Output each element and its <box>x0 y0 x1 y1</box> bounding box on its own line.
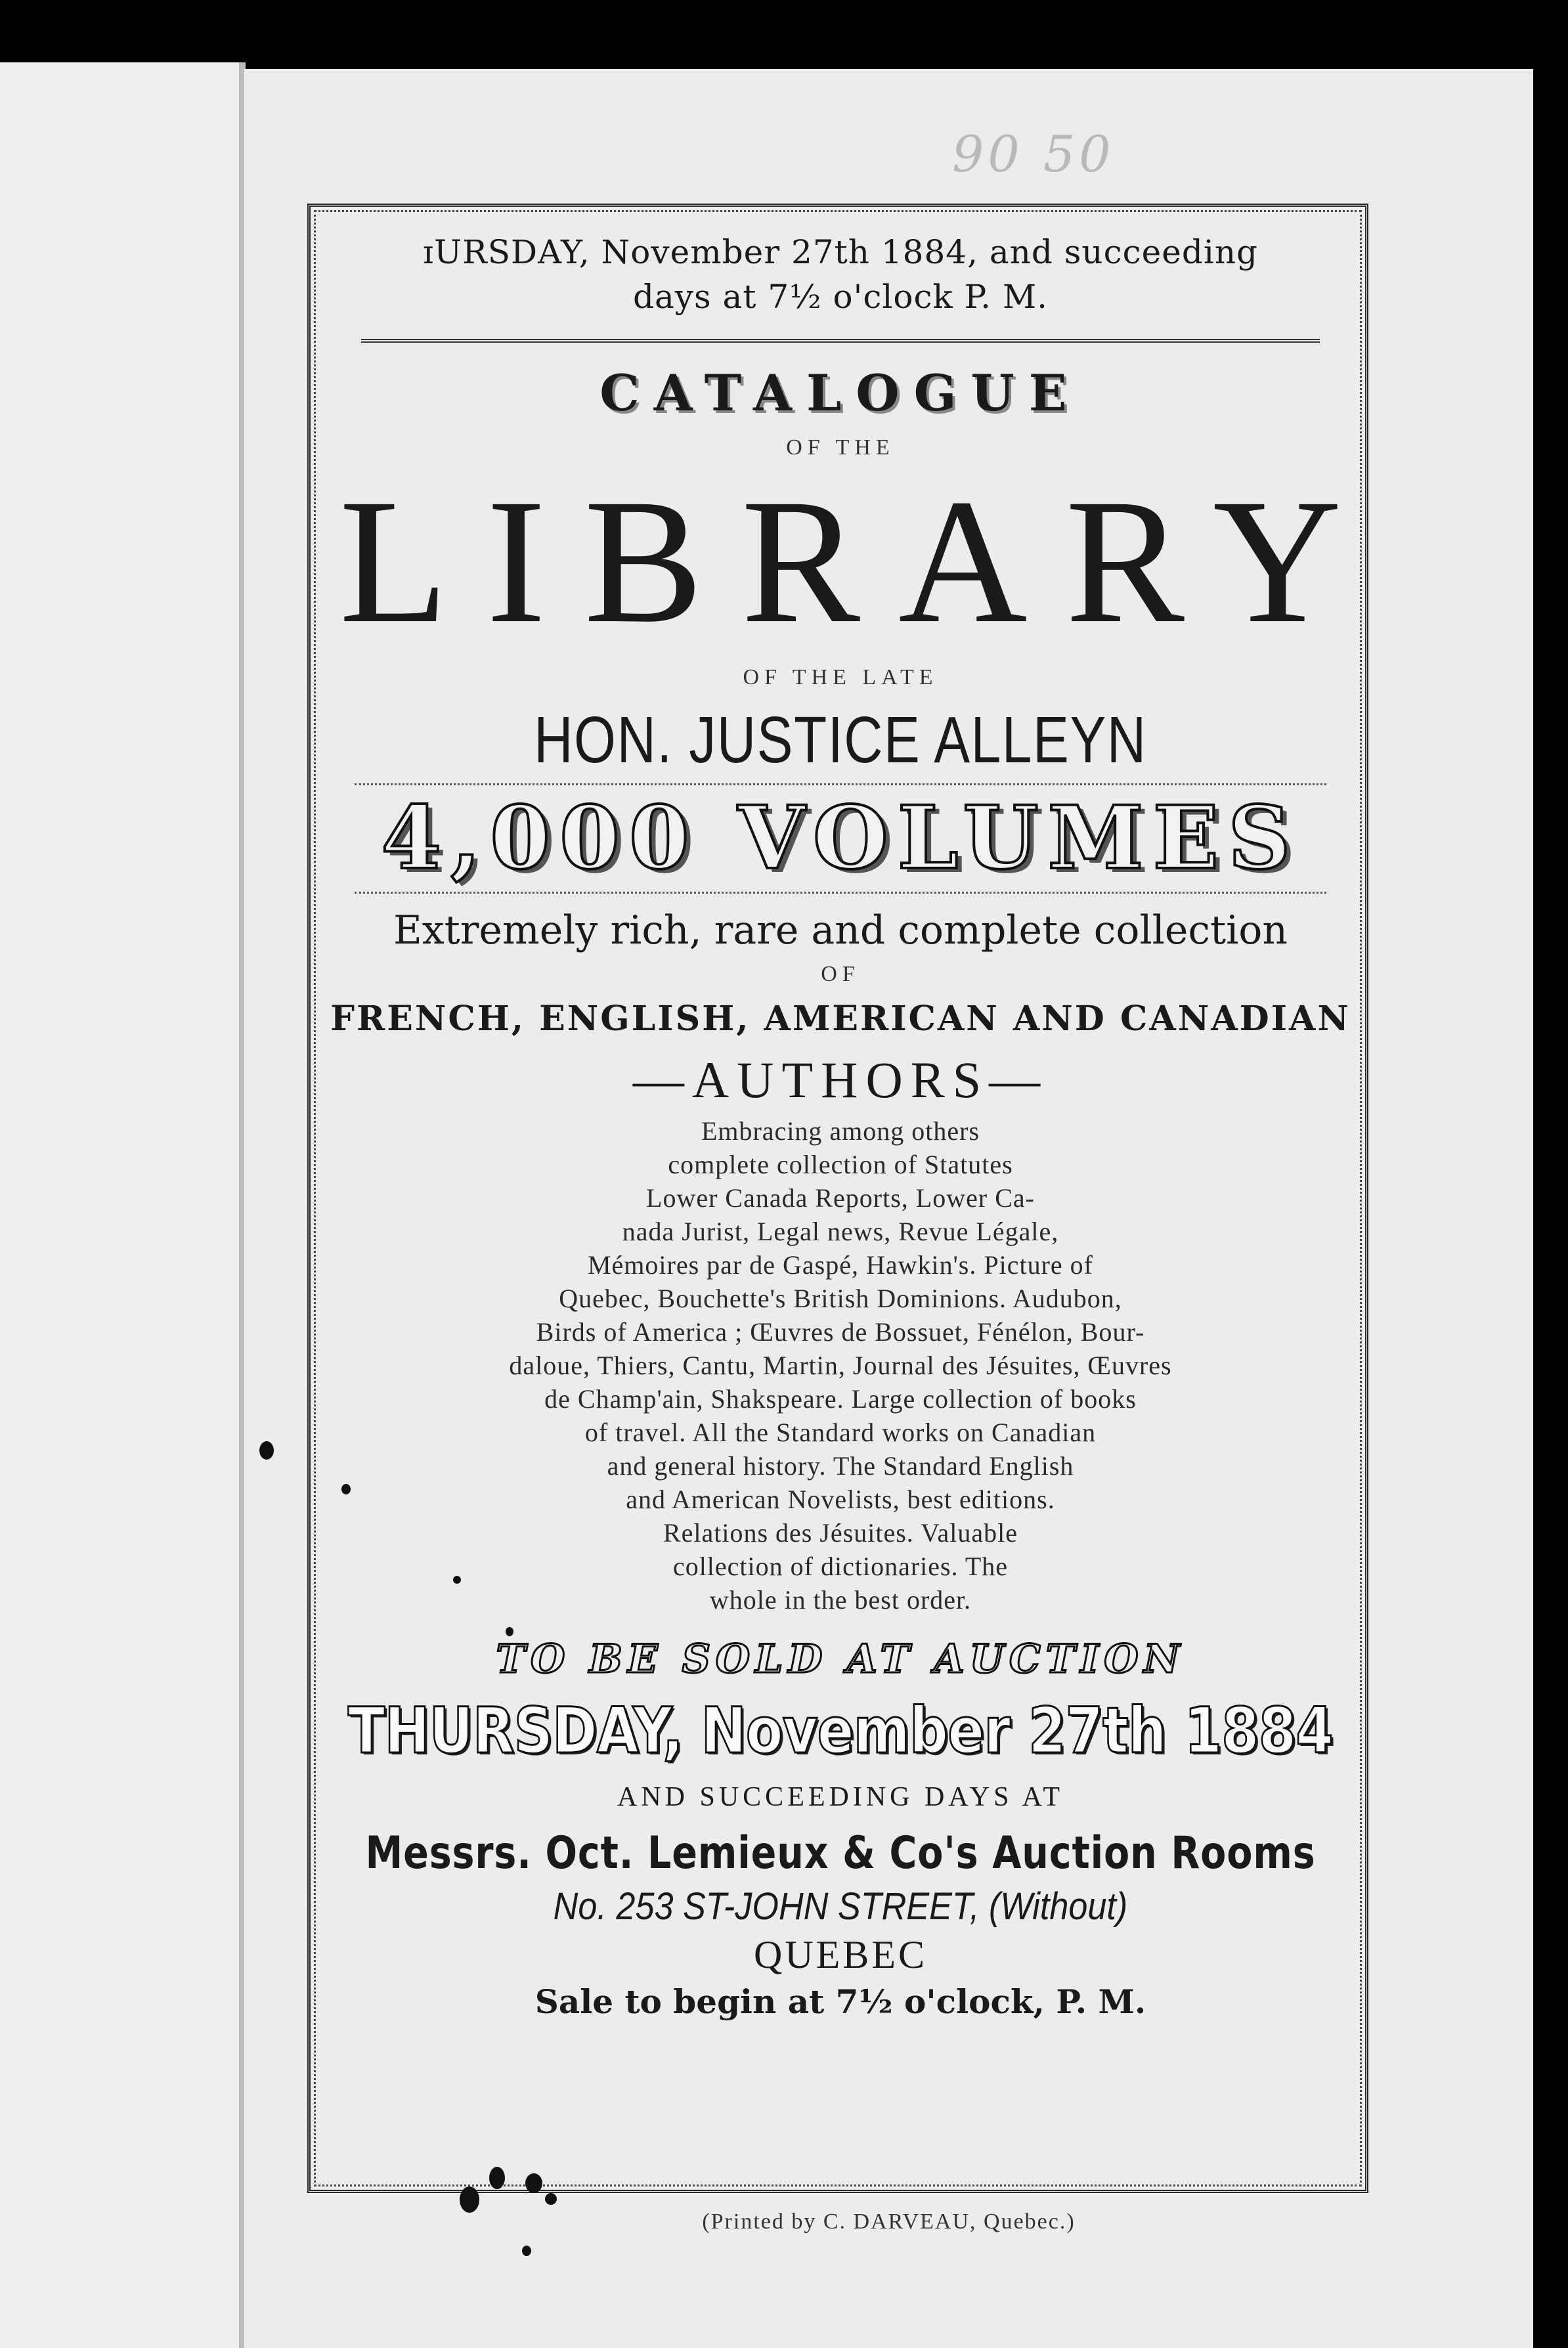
library-heading: LIBRARY <box>339 462 1380 660</box>
ink-blot <box>460 2186 479 2213</box>
left-facing-page <box>0 62 244 2348</box>
of-label: OF <box>821 962 860 986</box>
dotted-rule <box>355 783 1326 785</box>
ink-blot <box>453 1576 461 1584</box>
auction-heading: TO BE SOLD AT AUCTION <box>496 1636 1185 1682</box>
description-line: daloue, Thiers, Cantu, Martin, Journal des Jésuites, Œuvres <box>509 1351 1172 1380</box>
description-line: de Champ'ain, Shakspeare. Large collection of books <box>544 1384 1137 1414</box>
double-rule <box>361 339 1320 343</box>
sale-start-line: Sale to begin at 7½ o'clock, P. M. <box>534 1982 1146 2021</box>
description-line: complete collection of Statutes <box>668 1150 1013 1179</box>
ink-blot <box>522 2246 531 2256</box>
sale-date: THURSDAY, November 27th 1884 <box>347 1694 1334 1768</box>
ink-blot <box>341 1484 351 1494</box>
nationalities-line: FRENCH, ENGLISH, AMERICAN AND CANADIAN <box>330 999 1351 1039</box>
title-page-content <box>263 217 1418 2025</box>
volumes-heading: 4,000 VOLUMES <box>381 787 1300 889</box>
succeeding-days-line: AND SUCCEEDING DAYS AT <box>617 1782 1064 1812</box>
description-line: and general history. The Standard English <box>607 1451 1074 1481</box>
ink-blot <box>545 2193 557 2205</box>
description-paragraph <box>263 1114 1418 1617</box>
ink-blot <box>259 1441 274 1460</box>
description-line: Lower Canada Reports, Lower Ca- <box>646 1183 1035 1213</box>
ink-blot <box>525 2173 542 2193</box>
catalogue-heading: CATALOGUE <box>599 364 1081 422</box>
header-date-line: ɪURSDAY, November 27th 1884, and succeeding <box>422 233 1259 271</box>
description-line: collection of dictionaries. The <box>672 1552 1009 1581</box>
description-line: Quebec, Bouchette's British Dominions. Audubon, <box>559 1284 1122 1313</box>
description-line: Relations des Jésuites. Valuable <box>663 1518 1018 1548</box>
street-address: No. 253 ST-JOHN STREET, (Without) <box>553 1885 1128 1928</box>
description-line: and American Novelists, best editions. <box>626 1485 1055 1514</box>
collection-headline: Extremely rich, rare and complete collection <box>393 907 1288 953</box>
description-line: of travel. All the Standard works on Canadian <box>584 1418 1097 1447</box>
owner-name: HON. JUSTICE ALLEYN <box>534 703 1147 777</box>
description-line: Mémoires par de Gaspé, Hawkin's. Picture of <box>587 1250 1093 1280</box>
printer-imprint: (Printed by C. DARVEAU, Quebec.) <box>702 2209 1076 2234</box>
description-line: Birds of America ; Œuvres de Bossuet, Fénélon, Bour- <box>536 1317 1145 1347</box>
header-time-line: days at 7½ o'clock P. M. <box>632 278 1049 316</box>
auction-rooms-line: Messrs. Oct. Lemieux & Co's Auction Rooms <box>365 1827 1316 1879</box>
description-line: whole in the best order. <box>709 1585 972 1615</box>
city-name: QUEBEC <box>754 1933 927 1976</box>
description-line: nada Jurist, Legal news, Revue Légale, <box>622 1217 1059 1246</box>
ink-blot <box>489 2167 505 2189</box>
description-line: Embracing among others <box>701 1116 980 1146</box>
ink-blot <box>506 1627 513 1636</box>
of-the-late-label: OF THE LATE <box>743 665 938 689</box>
of-the-label: OF THE <box>786 435 895 460</box>
pencil-note: 90 50 <box>952 125 1115 183</box>
dotted-rule <box>355 892 1326 894</box>
authors-heading: —AUTHORS— <box>632 1051 1049 1108</box>
